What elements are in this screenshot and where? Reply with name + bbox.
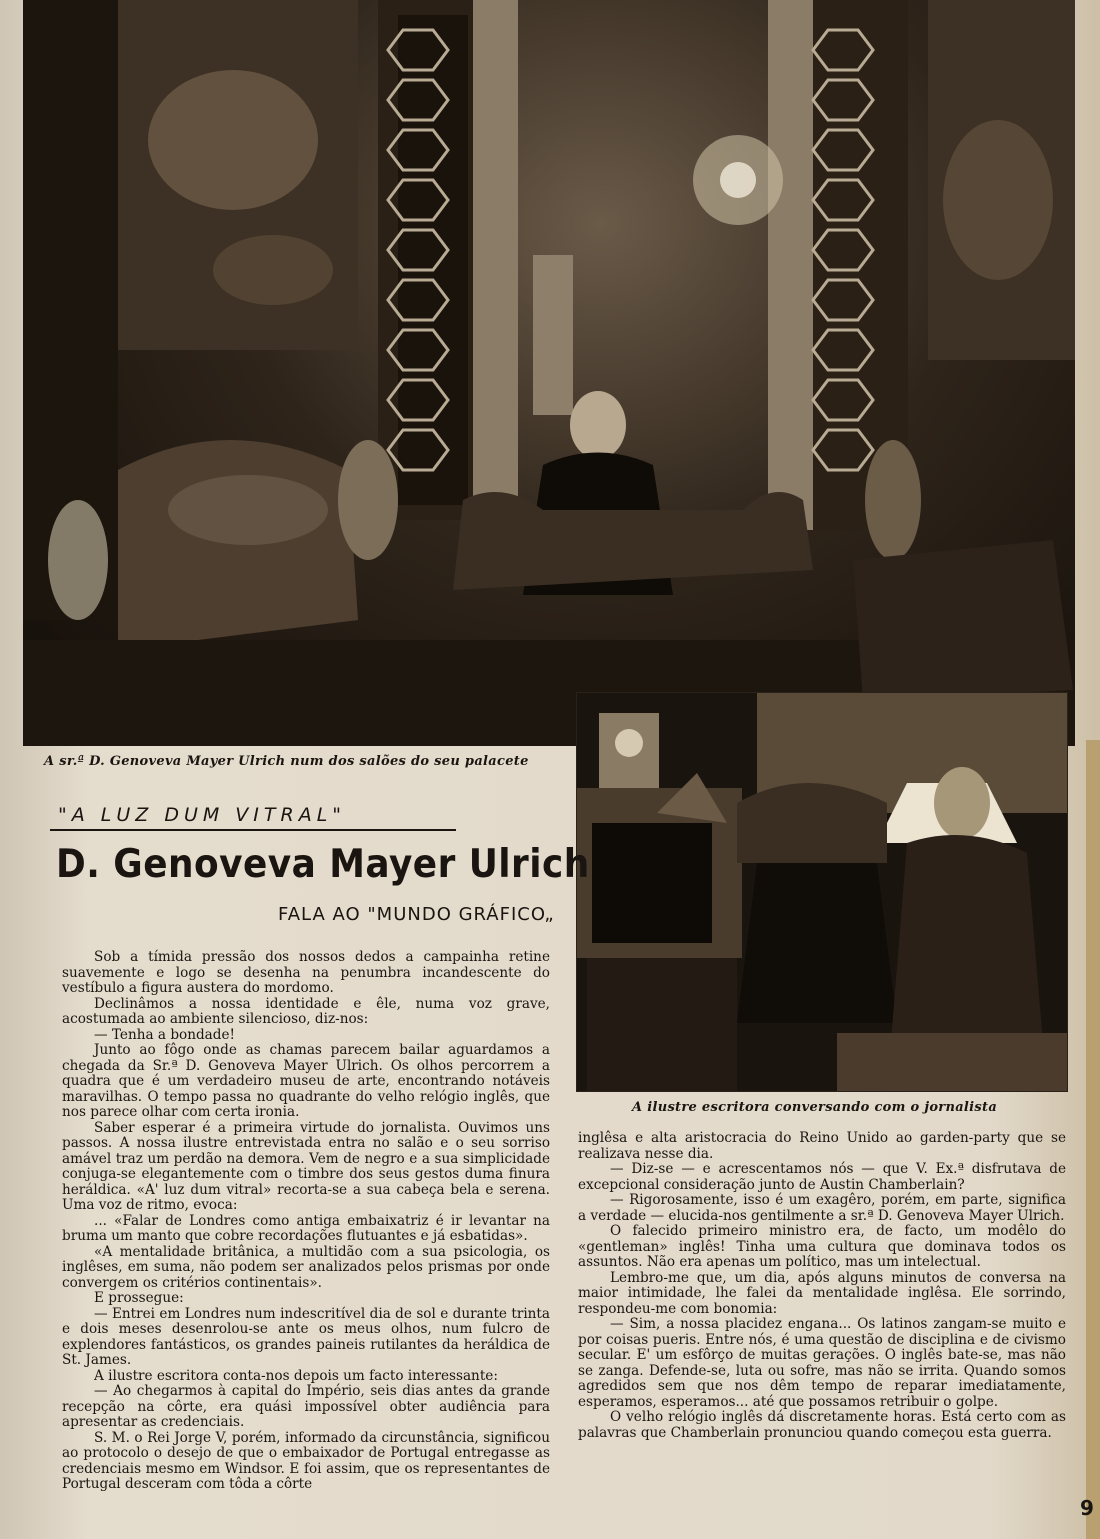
paragraph: E prossegue: — [94, 1290, 184, 1306]
article-kicker: "A LUZ DUM VITRAL" — [58, 804, 347, 826]
page-edge — [1086, 740, 1100, 1539]
paragraph: — Entrei em Londres num indescritível dia de sol e durante trinta e dois meses desenrolou-se ante os meus olhos, num fulcro de explendores fantásticos, os grandes paineis rutilantes da heráldica de St. James. — [62, 1305, 550, 1368]
main-photograph — [23, 0, 1075, 746]
paragraph: A ilustre escritora conta-nos depois um facto interessante: — [94, 1367, 498, 1384]
paragraph: S. M. o Rei Jorge V, porém, informado da circunstância, significou ao protocolo o desejo de que o embaixador de Portugal entregasse as credenciais mesmo em Windsor. E foi assim, que os representantes de Portugal desceram com tôda a côrte — [62, 1429, 550, 1492]
paragraph: Declinâmos a nossa identidade e êle, numa voz grave, acostumada ao ambiente silencioso, diz-nos: — [62, 995, 550, 1027]
article-subhead: FALA AO "MUNDO GRÁFICO„ — [278, 904, 555, 925]
right-column — [578, 1131, 1066, 1441]
paragraph: — Sim, a nossa placidez engana... Os latinos zangam-se muito e por coisas pueris. Entre nós, é uma questão de disciplina e de civismo secular. E' um esfôrço de muitas gerações. O inglês bate-se, mas não se zanga. Defende-se, luta ou sofre, mas não se irrita. Quando somos agredidos sem que nos dêm tempo de reparar imediatamente, esperamos, esperamos... até que possamos retribuir o golpe. — [578, 1316, 1066, 1410]
paragraph: — Rigorosamente, isso é um exagêro, porém, em parte, significa a verdade — elucida-nos gentilmente a sr.ª D. Genoveva Mayer Ulrich. — [578, 1192, 1066, 1224]
paragraph: «A mentalidade britânica, a multidão com a sua psicologia, os inglêses, em suma, não podem ser analizados pelos prismas por onde convergem os critérios continentais». — [62, 1243, 550, 1291]
paragraph: Sob a tímida pressão dos nossos dedos a campainha retine suavemente e logo se desenha na penumbra incandescente do vestíbulo a figura austera do mordomo. — [62, 949, 550, 996]
paragraph: Lembro-me que, um dia, após alguns minutos de conversa na maior intimidade, lhe falei da mentalidade inglêsa. Ele sorrindo, respondeu-me com bonomia: — [578, 1269, 1066, 1317]
interview-photograph — [576, 692, 1068, 1092]
paragraph: ... «Falar de Londres como antiga embaixatriz é ir levantar na bruma um manto que cobre recordações flutuantes e já esbatidas». — [62, 1212, 550, 1244]
paragraph: Saber esperar é a primeira virtude do jornalista. Ouvimos uns passos. A nossa ilustre entrevistada entra no salão e o seu sorriso amável traz um perdão na demora. Vem de negro e a sua simplicidade conjuga-se elegantemente com o timbre dos seus gestos duma finura heráldica. «A' luz dum vitral» recorta-se a sua cabeça bela e serena. Uma voz de ritmo, evoca: — [62, 1119, 550, 1213]
main-photo-caption: A sr.ª D. Genoveva Mayer Ulrich num dos salões do seu palacete — [44, 754, 529, 769]
paragraph: O falecido primeiro ministro era, de facto, um modêlo do «gentleman» inglês! Tinha uma cultura que dominava todos os assuntos. Não era apenas um político, mas um intelectual. — [578, 1223, 1066, 1270]
paragraph: Junto ao fôgo onde as chamas parecem bailar aguardamos a chegada da Sr.ª D. Genoveva Mayer Ulrich. Os olhos percorrem a quadra que é um verdadeiro museu de arte, encontrando notáveis maravilhas. O tempo passa no quadrante do velho relógio inglês, que nos parece olhar com certa ironia. — [62, 1042, 550, 1120]
paragraph: O velho relógio inglês dá discretamente horas. Está certo com as palavras que Chamberlain pronunciou quando começou esta guerra. — [578, 1409, 1066, 1441]
paragraph: — Ao chegarmos à capital do Império, seis dias antes da grande recepção na côrte, era quási impossível obter audiência para apresentar as credenciais. — [62, 1383, 550, 1430]
paragraph: inglêsa e alta aristocracia do Reino Unido ao garden-party que se realizava nesse dia. — [578, 1130, 1066, 1162]
paragraph: — Diz-se — e acrescentamos nós — que V. Ex.ª disfrutava de excepcional consideração junto de Austin Chamberlain? — [578, 1161, 1066, 1193]
paragraph: — Tenha a bondade! — [94, 1026, 235, 1043]
left-column — [62, 950, 550, 1493]
article-headline: D. Genoveva Mayer Ulrich — [56, 842, 590, 887]
kicker-divider — [50, 829, 456, 831]
interview-photo-caption: A ilustre escritora conversando com o jornalista — [632, 1100, 998, 1115]
page-number: 9 — [1080, 1496, 1094, 1520]
